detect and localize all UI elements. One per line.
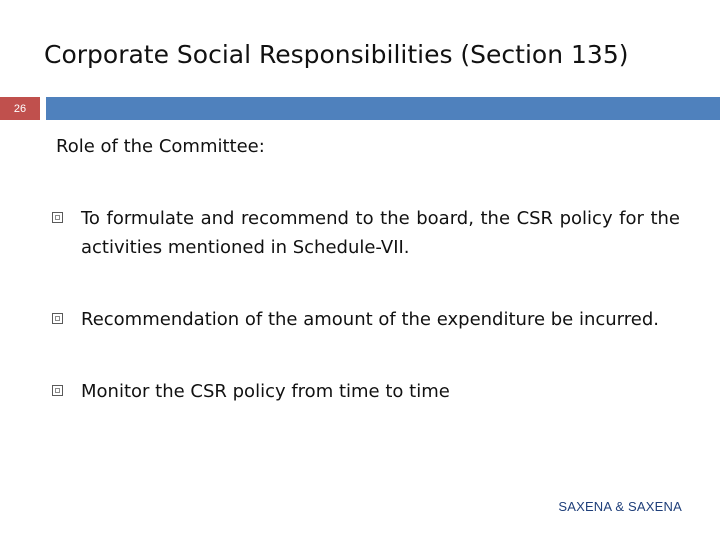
square-bullet-icon — [52, 385, 63, 396]
bullet-text: Monitor the CSR policy from time to time — [81, 381, 450, 402]
footer-text: SAXENA & SAXENA — [558, 499, 682, 514]
bullet-text: To formulate and recommend to the board, the CSR policy for the activities mentioned in Schedule-VII. — [81, 208, 680, 258]
square-bullet-icon — [52, 212, 63, 223]
bullet-item — [52, 204, 680, 262]
subheading: Role of the Committee: — [56, 136, 265, 157]
page-number-badge — [0, 97, 40, 120]
square-bullet-icon — [52, 313, 63, 324]
bullet-text: Recommendation of the amount of the expenditure be incurred. — [81, 309, 659, 330]
bullet-item — [52, 305, 680, 334]
slide-title: Corporate Social Responsibilities (Section 135) — [44, 40, 629, 69]
page-number: 26 — [13, 102, 27, 115]
bullet-item — [52, 377, 680, 406]
header-bar — [46, 97, 720, 120]
bullet-list — [52, 204, 680, 406]
